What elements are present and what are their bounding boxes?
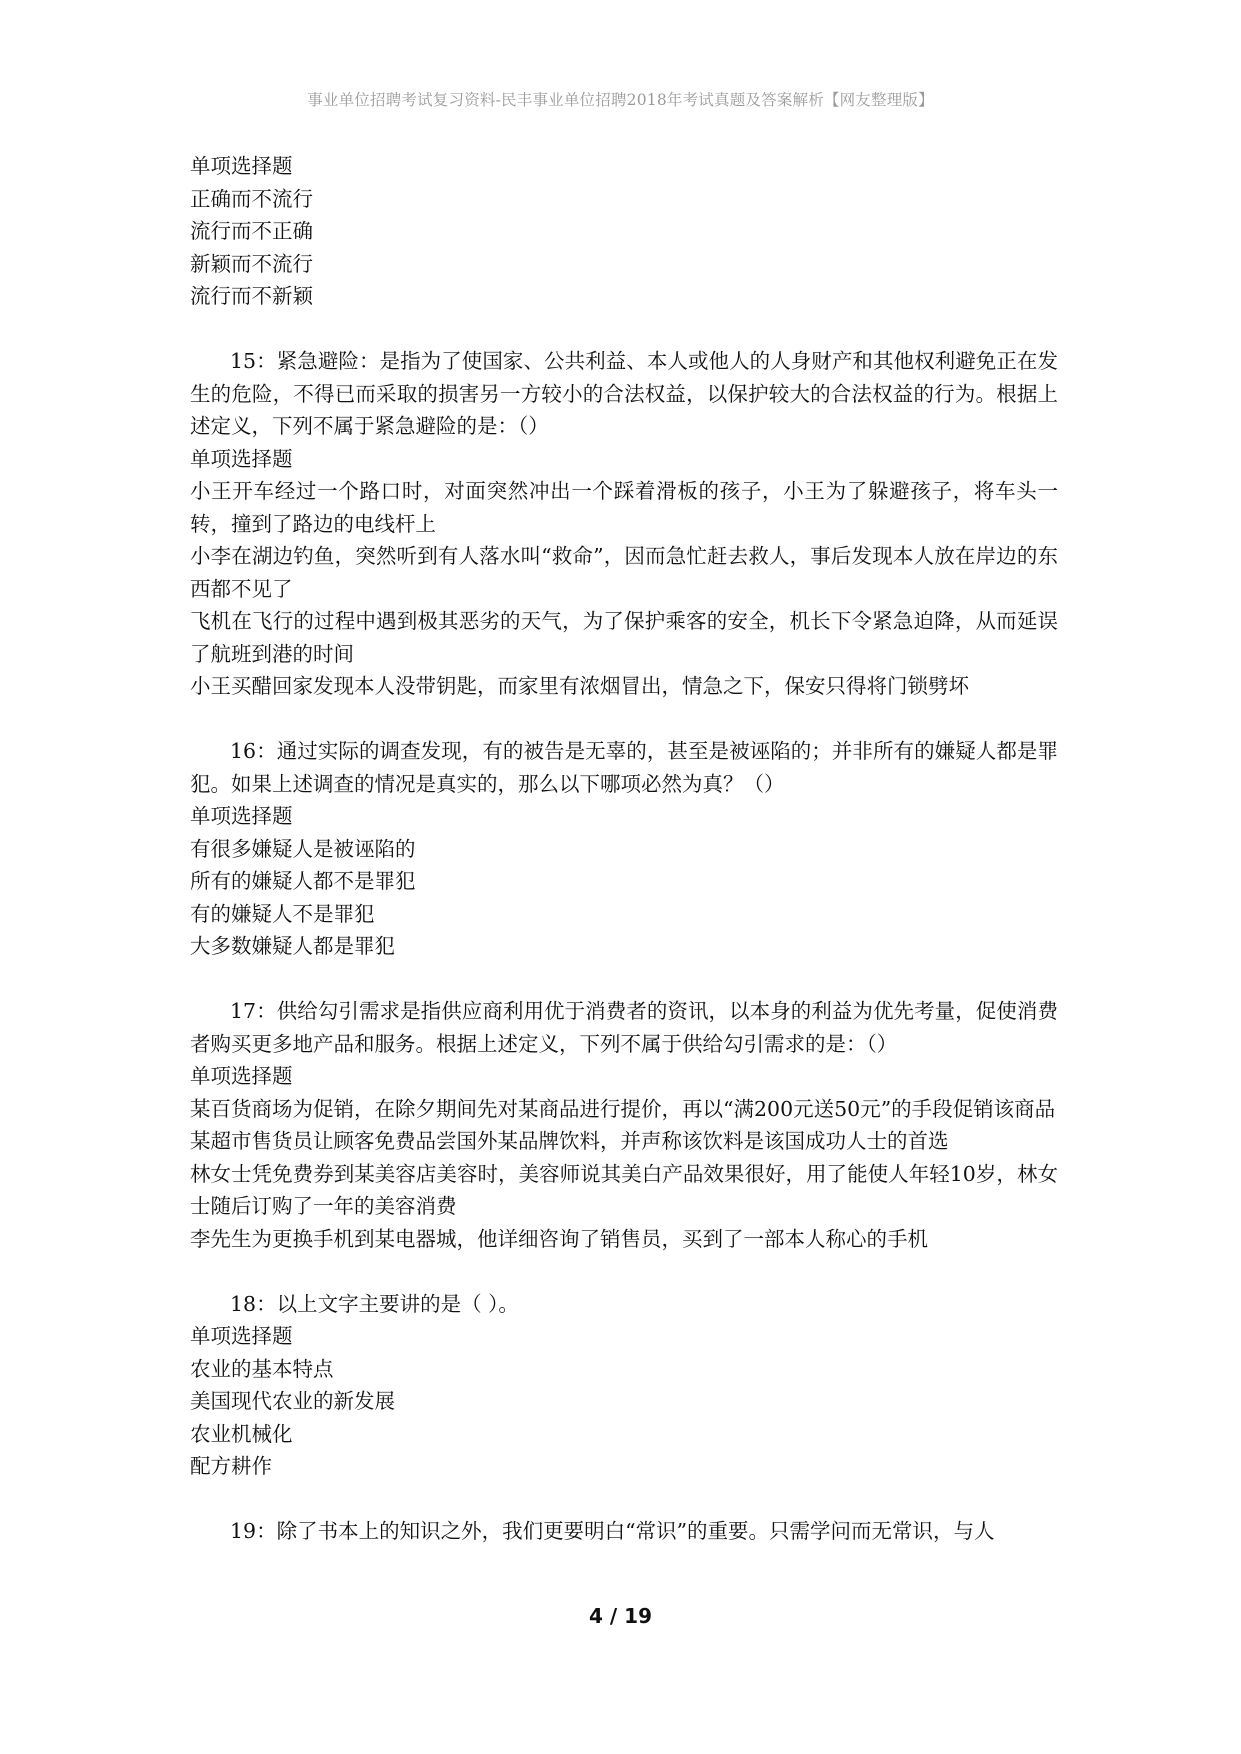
option: 正确而不流行 — [190, 186, 313, 211]
question-19 — [190, 1515, 1058, 1548]
option: 配方耕作 — [190, 1454, 272, 1478]
option: 飞机在飞行的过程中遇到极其恶劣的天气，为了保护乘客的安全，机长下令紧急迫降，从而延误了航班到港的时间 — [190, 609, 1058, 666]
question-15 — [190, 345, 1058, 703]
option: 新颖而不流行 — [190, 251, 313, 276]
option: 大多数嫌疑人都是罪犯 — [190, 934, 395, 958]
question-14-tail — [190, 150, 1058, 313]
option: 某百货商场为促销，在除夕期间先对某商品进行提价，再以“满200元送50元”的手段促销该商品 — [190, 1096, 1056, 1121]
question-16 — [190, 735, 1058, 963]
question-stem: 18：以上文字主要讲的是（ ）。 — [230, 1291, 519, 1316]
question-stem: 16：通过实际的调查发现，有的被告是无辜的，甚至是被诬陷的；并非所有的嫌疑人都是罪犯。如果上述调查的情况是真实的，那么以下哪项必然为真？（） — [190, 739, 1058, 796]
option: 有的嫌疑人不是罪犯 — [190, 901, 375, 926]
option: 某超市售货员让顾客免费品尝国外某品牌饮料，并声称该饮料是该国成功人士的首选 — [190, 1129, 949, 1153]
document-body — [190, 150, 1058, 1548]
option: 林女士凭免费券到某美容店美容时，美容师说其美白产品效果很好，用了能使人年轻10岁，林女士随后订购了一年的美容消费 — [190, 1161, 1058, 1218]
page-header: 事业单位招聘考试复习资料-民丰事业单位招聘2018年考试真题及答案解析【网友整理版】 — [307, 91, 934, 109]
option: 农业机械化 — [190, 1421, 293, 1446]
question-17 — [190, 995, 1058, 1255]
question-18 — [190, 1288, 1058, 1483]
option: 小王开车经过一个路口时，对面突然冲出一个踩着滑板的孩子，小王为了躲避孩子，将车头一转，撞到了路边的电线杆上 — [190, 479, 1058, 536]
option: 李先生为更换手机到某电器城，他详细咨询了销售员，买到了一部本人称心的手机 — [190, 1226, 928, 1251]
question-stem: 19：除了书本上的知识之外，我们更要明白“常识”的重要。只需学问而无常识，与人 — [230, 1519, 995, 1543]
question-stem: 15：紧急避险：是指为了使国家、公共利益、本人或他人的人身财产和其他权利避免正在发生的危险，不得已而采取的损害另一方较小的合法权益，以保护较大的合法权益的行为。根据上述定义，下列不属于紧急避险的是：（） — [190, 349, 1058, 438]
option: 美国现代农业的新发展 — [190, 1389, 395, 1413]
question-stem: 17：供给勾引需求是指供应商利用优于消费者的资讯，以本身的利益为优先考量，促使消费者购买更多地产品和服务。根据上述定义，下列不属于供给勾引需求的是：（） — [190, 999, 1058, 1056]
question-type-label: 单项选择题 — [190, 1324, 293, 1348]
option: 流行而不新颖 — [190, 284, 313, 308]
option: 小李在湖边钓鱼，突然听到有人落水叫“救命”，因而急忙赶去救人，事后发现本人放在岸边的东西都不见了 — [190, 544, 1058, 601]
option: 有很多嫌疑人是被诬陷的 — [190, 836, 416, 861]
question-type-label: 单项选择题 — [190, 446, 293, 471]
question-type-label: 单项选择题 — [190, 154, 293, 178]
option: 农业的基本特点 — [190, 1356, 334, 1381]
page-number: 4 / 19 — [589, 1604, 652, 1628]
question-type-label: 单项选择题 — [190, 1064, 293, 1088]
option: 所有的嫌疑人都不是罪犯 — [190, 869, 416, 893]
option: 流行而不正确 — [190, 219, 313, 243]
question-type-label: 单项选择题 — [190, 804, 293, 828]
option: 小王买醋回家发现本人没带钥匙，而家里有浓烟冒出，情急之下，保安只得将门锁劈坏 — [190, 674, 969, 698]
